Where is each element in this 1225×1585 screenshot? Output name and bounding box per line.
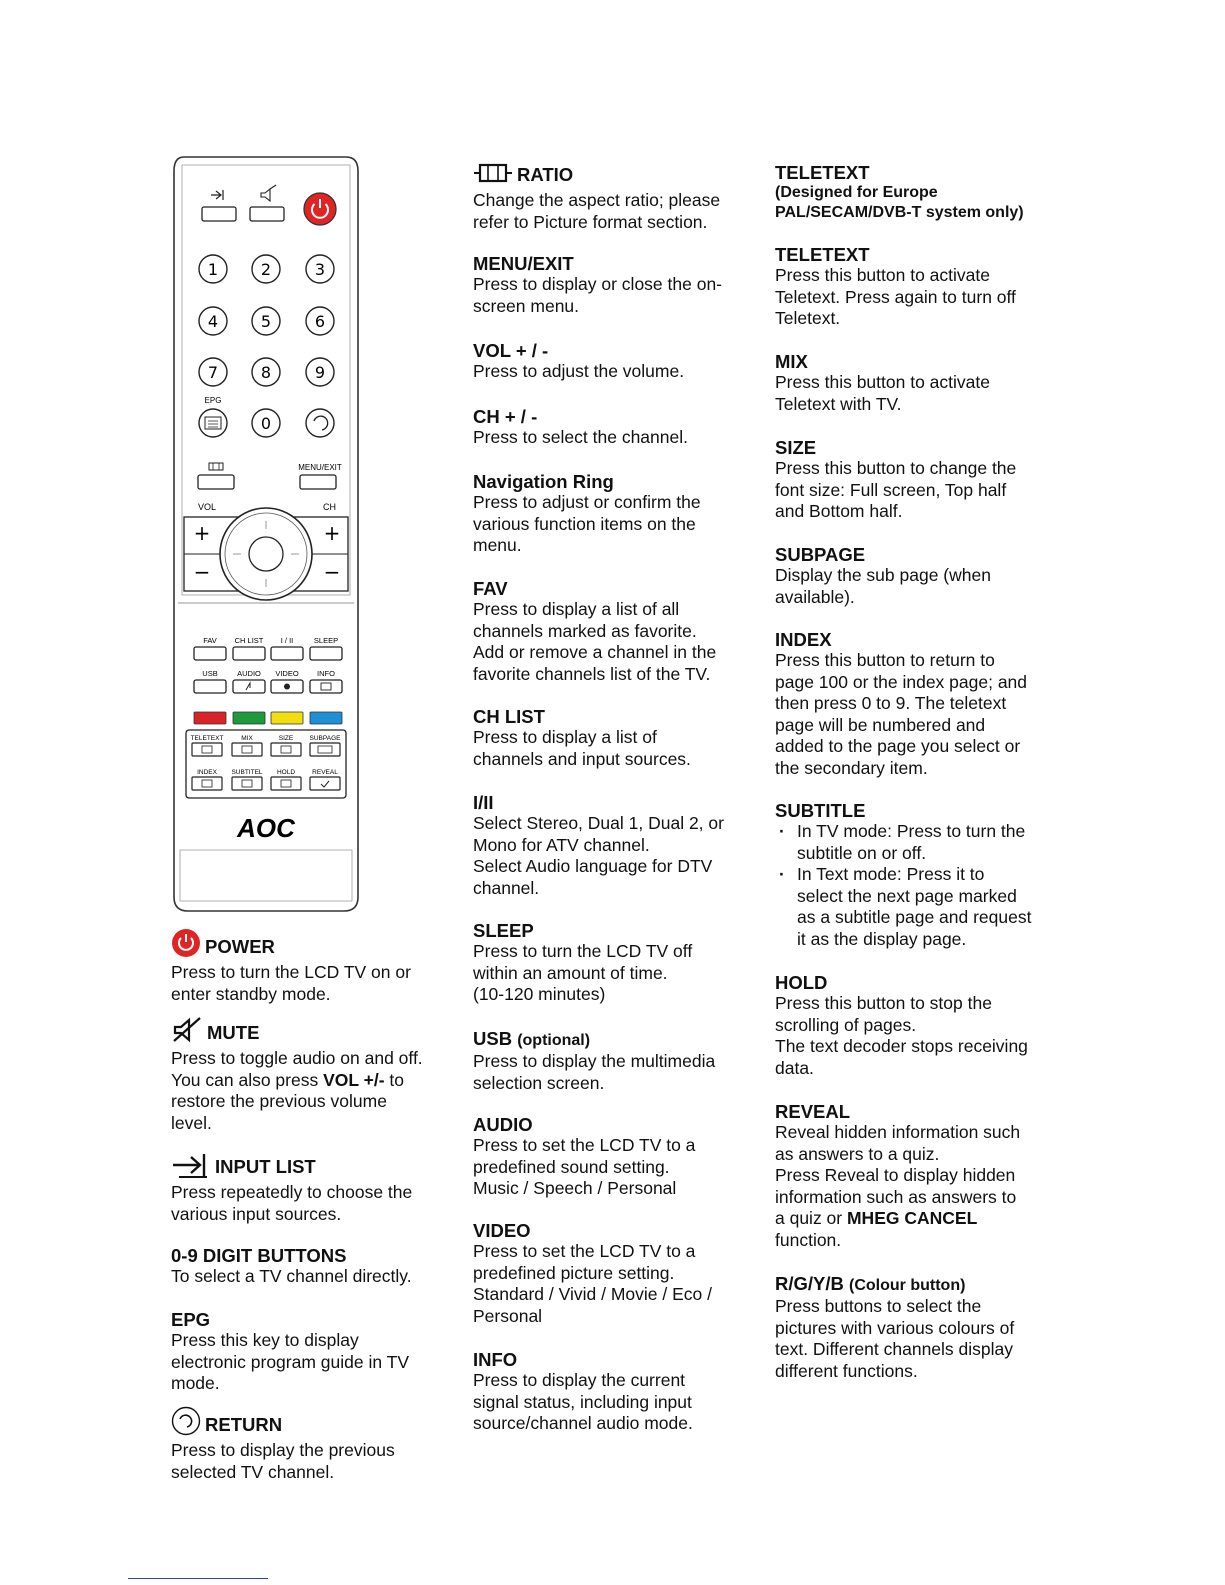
- navigation-ring[interactable]: [220, 508, 312, 600]
- index-title: INDEX: [775, 629, 832, 650]
- usb-text: Press to display the multimedia selection screen.: [473, 1051, 716, 1093]
- subtitle-bullet: · In Text mode: Press it to select the next page marked as a subtitle page and request it as the display page.: [797, 864, 1065, 950]
- video-label: VIDEO: [275, 669, 299, 678]
- digit-label: 3: [314, 260, 326, 279]
- reveal-label: REVEAL: [312, 769, 338, 776]
- dual-text: Select Stereo, Dual 1, Dual 2, or Mono for ATV channel. Select Audio language for DTV channel.: [473, 813, 724, 898]
- return-icon: [171, 1406, 201, 1440]
- audio-text: Press to set the LCD TV to a predefined sound setting. Music / Speech / Personal: [473, 1135, 696, 1198]
- menu-exit-title: MENU/EXIT: [473, 253, 574, 274]
- info-button[interactable]: [310, 680, 342, 693]
- vol-text: Press to adjust the volume.: [473, 361, 685, 381]
- teletext-header-note: (Designed for Europe PAL/SECAM/DVB-T system only): [775, 184, 1024, 221]
- digit-button-7[interactable]: [199, 358, 227, 386]
- vol-down-button[interactable]: [194, 560, 211, 584]
- colour-button-entry: [775, 1273, 1065, 1382]
- digit-label: 5: [260, 312, 272, 331]
- power-button[interactable]: [304, 193, 336, 225]
- subpage-button[interactable]: [310, 743, 340, 756]
- reveal-title: REVEAL: [775, 1101, 851, 1122]
- return-text: Press to display the previous selected TV channel.: [171, 1440, 395, 1482]
- subpage-entry: [775, 544, 1065, 608]
- epg-label: EPG: [204, 396, 222, 405]
- video-entry: [473, 1220, 763, 1327]
- size-button[interactable]: [271, 743, 301, 756]
- sleep-entry: [473, 920, 763, 1006]
- digit-button-2[interactable]: [252, 255, 280, 283]
- mix-label: MIX: [241, 735, 253, 742]
- svg-text:−: −: [323, 560, 341, 584]
- audio-title: AUDIO: [473, 1114, 533, 1135]
- mix-entry: [775, 351, 1065, 415]
- digit-button-8[interactable]: [252, 358, 280, 386]
- hold-text: Press this button to stop the scrolling of pages. The text decoder stops receiving data.: [775, 993, 1028, 1078]
- input-list-text: Press repeatedly to choose the various input sources.: [171, 1182, 413, 1224]
- reveal-button[interactable]: [310, 777, 340, 790]
- power-title: POWER: [205, 936, 275, 957]
- subtitle-label: SUBTITEL: [231, 769, 263, 776]
- digit-buttons-title: 0-9 DIGIT BUTTONS: [171, 1245, 347, 1266]
- vol-label: VOL: [198, 502, 217, 512]
- mix-text: Press this button to activate Teletext with TV.: [775, 372, 990, 414]
- mix-button[interactable]: [232, 743, 262, 756]
- audio-button[interactable]: [233, 680, 265, 693]
- blue-button[interactable]: [310, 712, 342, 724]
- ch-list-entry: [473, 706, 763, 770]
- size-label: SIZE: [278, 735, 294, 742]
- return-title: RETURN: [205, 1414, 283, 1435]
- ch-down-button[interactable]: [324, 560, 341, 584]
- subtitle-button[interactable]: [232, 777, 262, 790]
- ratio-icon: [473, 162, 513, 190]
- dual-button[interactable]: [271, 647, 303, 660]
- teletext-title: TELETEXT: [775, 244, 870, 265]
- digit-label: 1: [207, 260, 219, 279]
- video-title: VIDEO: [473, 1220, 531, 1241]
- menu-exit-entry: [473, 253, 763, 317]
- audio-label: AUDIO: [237, 669, 261, 678]
- index-label: INDEX: [197, 769, 217, 776]
- svg-text:+: +: [193, 521, 211, 545]
- dual-entry: [473, 792, 763, 899]
- usb-label: USB: [202, 669, 218, 678]
- fav-text: Press to display a list of all channels marked as favorite. Add or remove a channel in the favorite channels list of the TV.: [473, 599, 717, 684]
- teletext-text: Press this button to activate Teletext. Press again to turn off Teletext.: [775, 265, 1016, 328]
- mute-text: Press to toggle audio on and off. You can also press VOL +/- to restore the previous volume level.: [171, 1048, 423, 1133]
- usb-title: USB: [473, 1028, 513, 1049]
- digit-button-6[interactable]: [306, 307, 334, 335]
- digit-button-9[interactable]: [306, 358, 334, 386]
- teletext-button[interactable]: [192, 743, 222, 756]
- hold-label: HOLD: [276, 769, 296, 776]
- usb-entry: [473, 1028, 763, 1094]
- teletext-header-title: TELETEXT: [775, 162, 870, 183]
- colour-button-title-note: (Colour button): [849, 1277, 966, 1294]
- power-entry: [171, 928, 451, 1005]
- digit-button-0[interactable]: [252, 409, 280, 437]
- reveal-text: Reveal hidden information such as answers to a quiz. Press Reveal to display hidden information such as answers to a quiz or MHEG CANCEL function.: [775, 1122, 1021, 1250]
- subpage-title: SUBPAGE: [775, 544, 866, 565]
- teletext-entry: [775, 244, 1065, 330]
- video-button[interactable]: [271, 680, 303, 693]
- return-button[interactable]: [306, 409, 334, 437]
- navigation-ring-text: Press to adjust or confirm the various function items on the menu.: [473, 492, 701, 555]
- dual-title: I/II: [473, 792, 494, 813]
- dual-label: I / II: [280, 636, 294, 645]
- info-title: INFO: [473, 1349, 518, 1370]
- mute-entry: [171, 1016, 451, 1134]
- ch-list-title: CH LIST: [473, 706, 545, 727]
- ch-list-label: CH LIST: [234, 636, 264, 645]
- red-button[interactable]: [194, 712, 226, 724]
- yellow-button[interactable]: [271, 712, 303, 724]
- epg-title: EPG: [171, 1309, 211, 1330]
- mix-title: MIX: [775, 351, 808, 372]
- power-icon: [171, 928, 201, 962]
- colour-button-text: Press buttons to select the pictures with various colours of text. Different channels display different functions.: [775, 1296, 1015, 1381]
- vol-entry: [473, 340, 763, 383]
- info-label: INFO: [317, 669, 335, 678]
- digit-label: 2: [260, 260, 272, 279]
- audio-entry: [473, 1114, 763, 1200]
- input-list-title: INPUT LIST: [215, 1156, 316, 1177]
- reveal-entry: [775, 1101, 1065, 1251]
- digit-buttons-text: To select a TV channel directly.: [171, 1266, 412, 1286]
- menu-exit-label: MENU/EXIT: [298, 463, 342, 472]
- index-entry: [775, 629, 1065, 779]
- remote-control: [170, 155, 362, 915]
- ch-entry: [473, 406, 763, 449]
- navigation-ring-entry: [473, 471, 763, 557]
- green-button[interactable]: [233, 712, 265, 724]
- ch-text: Press to select the channel.: [473, 427, 688, 447]
- subpage-text: Display the sub page (when available).: [775, 565, 991, 607]
- fav-label: FAV: [203, 636, 217, 645]
- sleep-text: Press to turn the LCD TV off within an amount of time. (10-120 minutes): [473, 941, 693, 1004]
- sleep-title: SLEEP: [473, 920, 534, 941]
- ch-label: CH: [323, 502, 336, 512]
- usb-title-note: (optional): [517, 1032, 591, 1049]
- size-text: Press this button to change the font size: Full screen, Top half and Bottom half.: [775, 458, 1017, 521]
- hold-button[interactable]: [271, 777, 301, 790]
- subpage-label: SUBPAGE: [309, 735, 341, 742]
- size-entry: [775, 437, 1065, 523]
- fav-button[interactable]: [194, 647, 226, 660]
- fav-title: FAV: [473, 578, 508, 599]
- colour-button-title: R/G/Y/B: [775, 1273, 844, 1294]
- power-text: Press to turn the LCD TV on or enter standby mode.: [171, 962, 411, 1004]
- digit-label: 9: [314, 363, 326, 382]
- digit-label: 0: [260, 414, 272, 433]
- usb-button[interactable]: [194, 680, 226, 693]
- info-text: Press to display the current signal status, including input source/channel audio mode.: [473, 1370, 693, 1433]
- digit-button-3[interactable]: [306, 255, 334, 283]
- epg-button[interactable]: [199, 409, 227, 437]
- size-title: SIZE: [775, 437, 817, 458]
- ratio-title: RATIO: [517, 164, 574, 185]
- digit-buttons-entry: [171, 1245, 451, 1288]
- input-icon: [171, 1152, 211, 1182]
- remote-control-drawing: [170, 155, 362, 915]
- ratio-entry: [473, 162, 763, 233]
- digit-label: 4: [207, 312, 219, 331]
- ch-list-text: Press to display a list of channels and input sources.: [473, 727, 691, 769]
- epg-entry: [171, 1309, 451, 1395]
- teletext-label: TELETEXT: [190, 735, 224, 742]
- digit-label: 6: [314, 312, 326, 331]
- aoc-logo: AOC: [237, 813, 295, 843]
- input-list-entry: [171, 1152, 451, 1225]
- hold-entry: [775, 972, 1065, 1079]
- svg-text:+: +: [323, 521, 341, 545]
- digit-button-1[interactable]: [199, 255, 227, 283]
- vol-title: VOL + / -: [473, 340, 549, 361]
- svg-text:−: −: [193, 560, 211, 584]
- hold-title: HOLD: [775, 972, 828, 993]
- sleep-label: SLEEP: [313, 636, 339, 645]
- ch-up-button[interactable]: [324, 521, 341, 545]
- video-text: Press to set the LCD TV to a predefined picture setting. Standard / Vivid / Movie / Eco / Personal: [473, 1241, 712, 1326]
- mute-icon: [171, 1016, 203, 1048]
- index-text: Press this button to return to page 100 or the index page; and then press 0 to 9. The teletext page will be numbered and added to the page you select or the secondary item.: [775, 650, 1028, 778]
- subtitle-bullets: [775, 821, 1065, 950]
- navigation-ring-title: Navigation Ring: [473, 471, 614, 492]
- sleep-button[interactable]: [310, 647, 342, 660]
- menu-exit-text: Press to display or close the on- screen menu.: [473, 274, 723, 316]
- digit-button-5[interactable]: [252, 307, 280, 335]
- footer-divider: [128, 1578, 268, 1579]
- vol-up-button[interactable]: [194, 521, 211, 545]
- ch-list-button[interactable]: [233, 647, 265, 660]
- subtitle-bullet: · In TV mode: Press to turn the subtitle on or off.: [797, 821, 1065, 864]
- info-entry: [473, 1349, 763, 1435]
- digit-label: 8: [260, 363, 272, 382]
- ch-title: CH + / -: [473, 406, 538, 427]
- digit-button-4[interactable]: [199, 307, 227, 335]
- fav-entry: [473, 578, 763, 685]
- teletext-header-entry: [775, 162, 1065, 223]
- epg-text: Press this key to display electronic program guide in TV mode.: [171, 1330, 409, 1393]
- ratio-text: Change the aspect ratio; please refer to Picture format section.: [473, 190, 721, 232]
- subtitle-entry: [775, 800, 1065, 950]
- return-entry: [171, 1406, 451, 1483]
- menu-exit-button[interactable]: [300, 475, 336, 489]
- mute-title: MUTE: [207, 1022, 260, 1043]
- digit-label: 7: [207, 363, 219, 382]
- subtitle-title: SUBTITLE: [775, 800, 866, 821]
- index-button[interactable]: [192, 777, 222, 790]
